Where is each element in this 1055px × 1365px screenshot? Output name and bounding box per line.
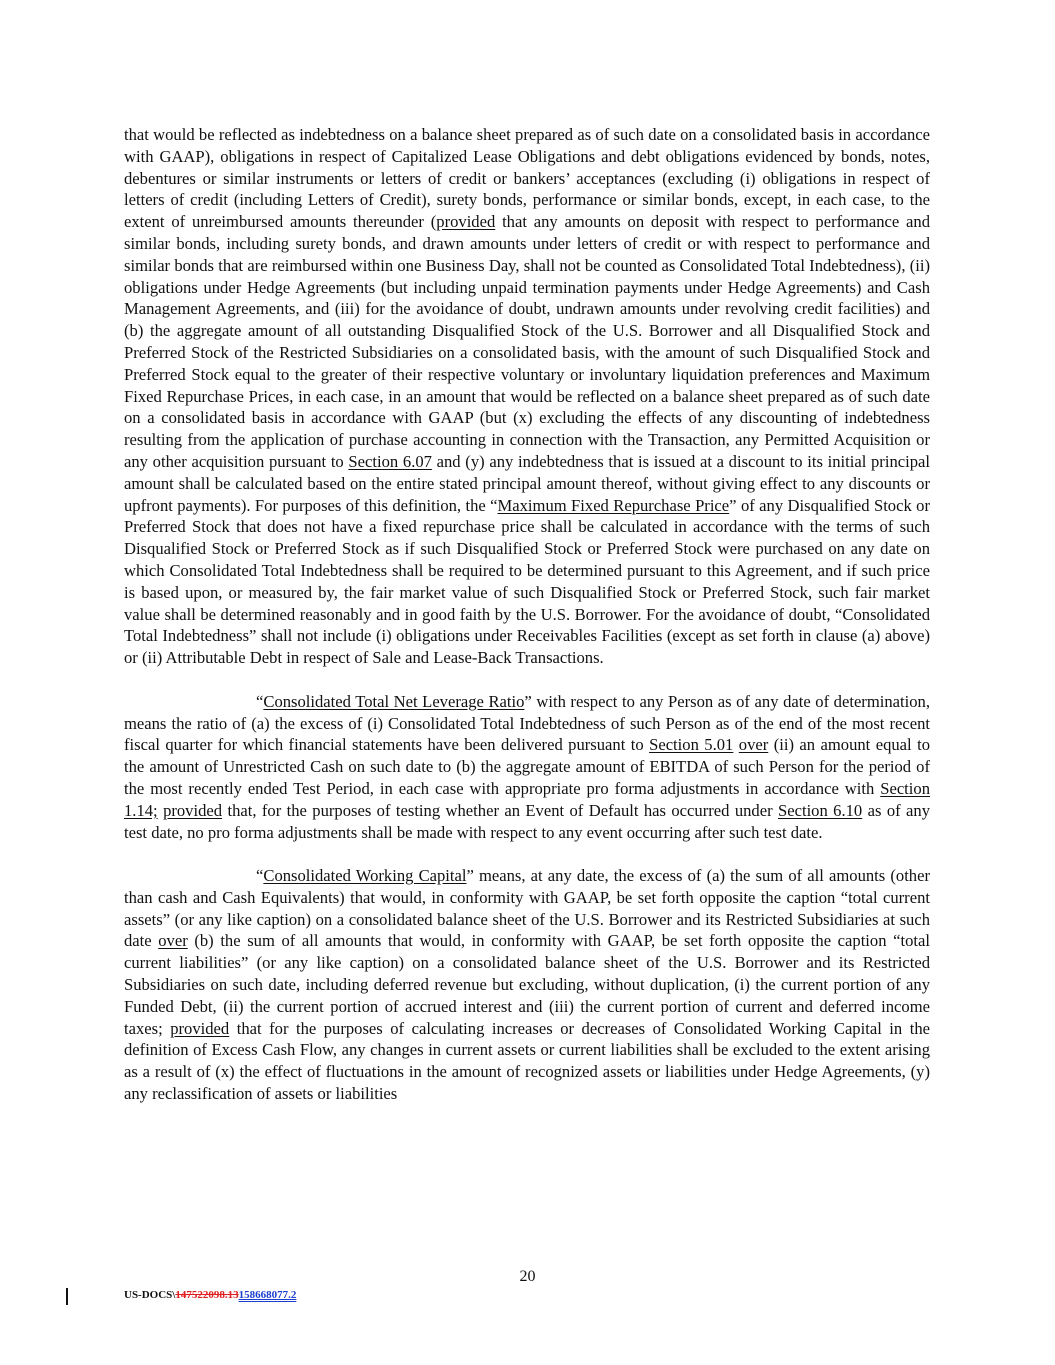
text-run: that any amounts on deposit with respect to performance and similar bonds, including surety bonds, and drawn amounts under letters of credit or with respect to performance and similar bonds that are reimbursed within one Business Day, shall not be counted as Consolidated Total Indebtedness), (ii) obligations under Hedge Agreements (but including unpaid termination payments under Hedge Agreements) and Cash Management Agreements, and (iii) for the avoidance of doubt, undrawn amounts under revolving credit facilities) and (b) the aggregate amount of all outstanding Disqualified Stock of the U.S. Borrower and all Disqualified Stock and Preferred Stock of the Restricted Subsidiaries on a consolidated basis, with the amount of such Disqualified Stock and Preferred Stock equal to the greater of their respective voluntary or involuntary liquidation preferences and Maximum Fixed Repurchase Prices, in each case, in an amount that would be reflected on a balance sheet prepared as of such date on a consolidated basis in accordance with GAAP (but (x) excluding the effects of any discounting of indebtedness resulting from the application of purchase accounting in connection with the Transaction, any Permitted Acquisition or any other acquisition pursuant to (124, 212, 930, 471)
underlined-term: over (158, 931, 188, 951)
text-run: ” means, at any date, the excess of (a) the sum of all amounts (other than cash and Cash Equivalents) that would, in conformity with GAAP, be set forth opposite the caption “total current assets” (or any like caption) on a consolidated balance sheet of the U.S. Borrower and its Restricted Subsidiaries at such date (124, 866, 930, 951)
underlined-term: Section 6.07 (348, 451, 432, 471)
document-id (124, 1289, 296, 1301)
revision-change-bar (66, 1288, 68, 1305)
document-body (124, 124, 930, 1127)
paragraph-consolidated-working-capital (124, 865, 930, 1105)
underlined-term: Section 6.10 (778, 800, 863, 820)
text-run: that would be reflected as indebtedness on a balance sheet prepared as of such date on a consolidated basis in accordance with GAAP), obligations in respect of Capitalized Lease Obligations and debt obligations evidenced by bonds, notes, debentures or similar instruments or letters of credit or bankers’ acceptances (excluding (i) obligations in respect of letters of credit (including Letters of Credit), surety bonds, performance or similar bonds, except, in each case, to the extent of unreimbursed amounts thereunder ( (124, 125, 930, 232)
text-run: and (y) any indebtedness that is issued at a discount to its initial principal amount shall be calculated based on the entire stated principal amount thereof, without giving effect to any discounts or upfront payments). For purposes of this definition, the “ (124, 451, 930, 515)
underlined-term: Consolidated Working Capital (263, 866, 467, 886)
underlined-term: Section 1.14; (124, 778, 930, 820)
text-run: ” with respect to any Person as of any date of determination, means the ratio of (a) the excess of (i) Consolidated Total Indebtedness of such Person as of the end of the most recent fiscal quarter for which financial statements have been delivered pursuant to (124, 691, 930, 755)
text-run: (ii) an amount equal to the amount of Unrestricted Cash on such date to (b) the aggregate amount of EBITDA of such Person for the period of the most recently ended Test Period, in each case with appropriate pro forma adjustments in accordance with (124, 735, 930, 798)
underlined-term: provided (163, 800, 223, 820)
underlined-term: Maximum Fixed Repurchase Price (497, 495, 730, 515)
document-id-inserted: 158668077.2 (238, 1289, 297, 1301)
underlined-term: provided (170, 1018, 230, 1038)
underlined-term: Consolidated Total Net Leverage Ratio (263, 691, 525, 711)
underlined-term: provided (436, 212, 496, 232)
text-run: that, for the purposes of testing whether an Event of Default has occurred under (222, 800, 778, 820)
text-run: (b) the sum of all amounts that would, in conformity with GAAP, be set forth opposite the caption “total current liabilities” (or any like caption) on a consolidated balance sheet of the U.S. Borrower and its Restricted Subsidiaries on such date, including deferred revenue but excluding, without duplication, (i) the current portion of any Funded Debt, (ii) the current portion of accrued interest and (iii) the current portion of current and deferred income taxes; (124, 931, 930, 1038)
underlined-term: over (738, 735, 769, 755)
document-id-prefix: US-DOCS\ (124, 1289, 176, 1301)
paragraph-consolidated-total-indebtedness-continued (124, 124, 930, 669)
document-id-deleted: 147522098.13 (175, 1289, 239, 1301)
text-run: as of any test date, no pro forma adjustments shall be made with respect to any event occurring after such test date. (124, 800, 930, 842)
underlined-term: Section 5.01 (649, 735, 734, 755)
page-number: 20 (519, 1268, 536, 1285)
text-run: that for the purposes of calculating increases or decreases of Consolidated Working Capital in the definition of Excess Cash Flow, any changes in current assets or current liabilities shall be excluded to the extent arising as a result of (x) the effect of fluctuations in the amount of recognized assets or liabilities under Hedge Agreements, (y) any reclassification of assets or liabilities (124, 1018, 930, 1104)
text-run: “ (256, 866, 264, 886)
text-run: ” of any Disqualified Stock or Preferred Stock that does not have a fixed repurchase price shall be calculated in accordance with the terms of such Disqualified Stock or Preferred Stock as if such Disqualified Stock or Preferred Stock were purchased on any date on which Consolidated Total Indebtedness shall be required to be determined pursuant to this Agreement, and if such price is based upon, or measured by, the fair market value of such Disqualified Stock or Preferred Stock, such fair market value shall be determined reasonably and in good faith by the U.S. Borrower. For the avoidance of doubt, “Consolidated Total Indebtedness” shall not include (i) obligations under Receivables Facilities (except as set forth in clause (a) above) or (ii) Attributable Debt in respect of Sale and Lease-Back Transactions. (124, 495, 930, 668)
text-run: “ (256, 691, 264, 711)
paragraph-consolidated-total-net-leverage-ratio (124, 691, 930, 844)
